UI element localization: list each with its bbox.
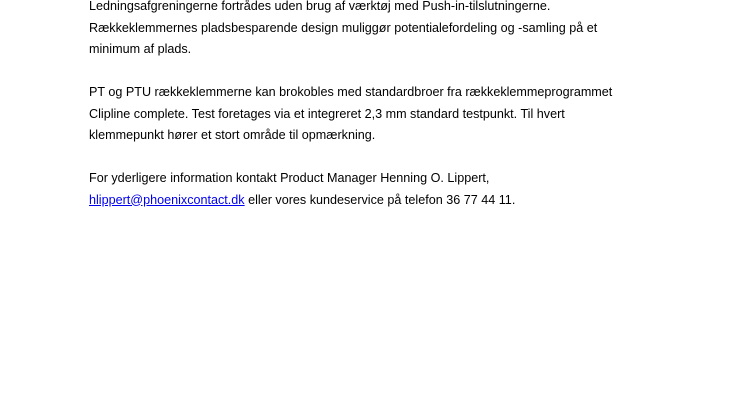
paragraph-bridging xyxy=(89,82,729,147)
email-link[interactable]: hlippert@phoenixcontact.dk xyxy=(89,192,245,207)
text-line: Clipline complete. Test foretages via et integreret 2,3 mm standard testpunkt. Til hvert xyxy=(89,106,565,121)
text-line: For yderligere information kontakt Product Manager Henning O. Lippert, xyxy=(89,171,490,185)
paragraph-contact xyxy=(89,168,729,211)
text-line: Ledningsafgreningerne fortrådes uden brug af værktøj med Push-in-tilslutningerne. xyxy=(89,0,551,13)
document-body xyxy=(89,0,729,211)
text-line: PT og PTU rækkeklemmerne kan brokobles med standardbroer fra rækkeklemmeprogrammet xyxy=(89,85,613,99)
text-line: minimum af plads. xyxy=(89,42,192,56)
contact-phone-text: eller vores kundeservice på telefon 36 77 44 11. xyxy=(244,192,516,207)
text-line: klemmepunkt hører et stort område til opmærkning. xyxy=(89,128,376,142)
text-line: Rækkeklemmernes pladsbesparende design muliggør potentialefordeling og -samling på et xyxy=(89,20,598,35)
paragraph-push-in xyxy=(89,0,729,61)
contact-line xyxy=(89,190,729,212)
